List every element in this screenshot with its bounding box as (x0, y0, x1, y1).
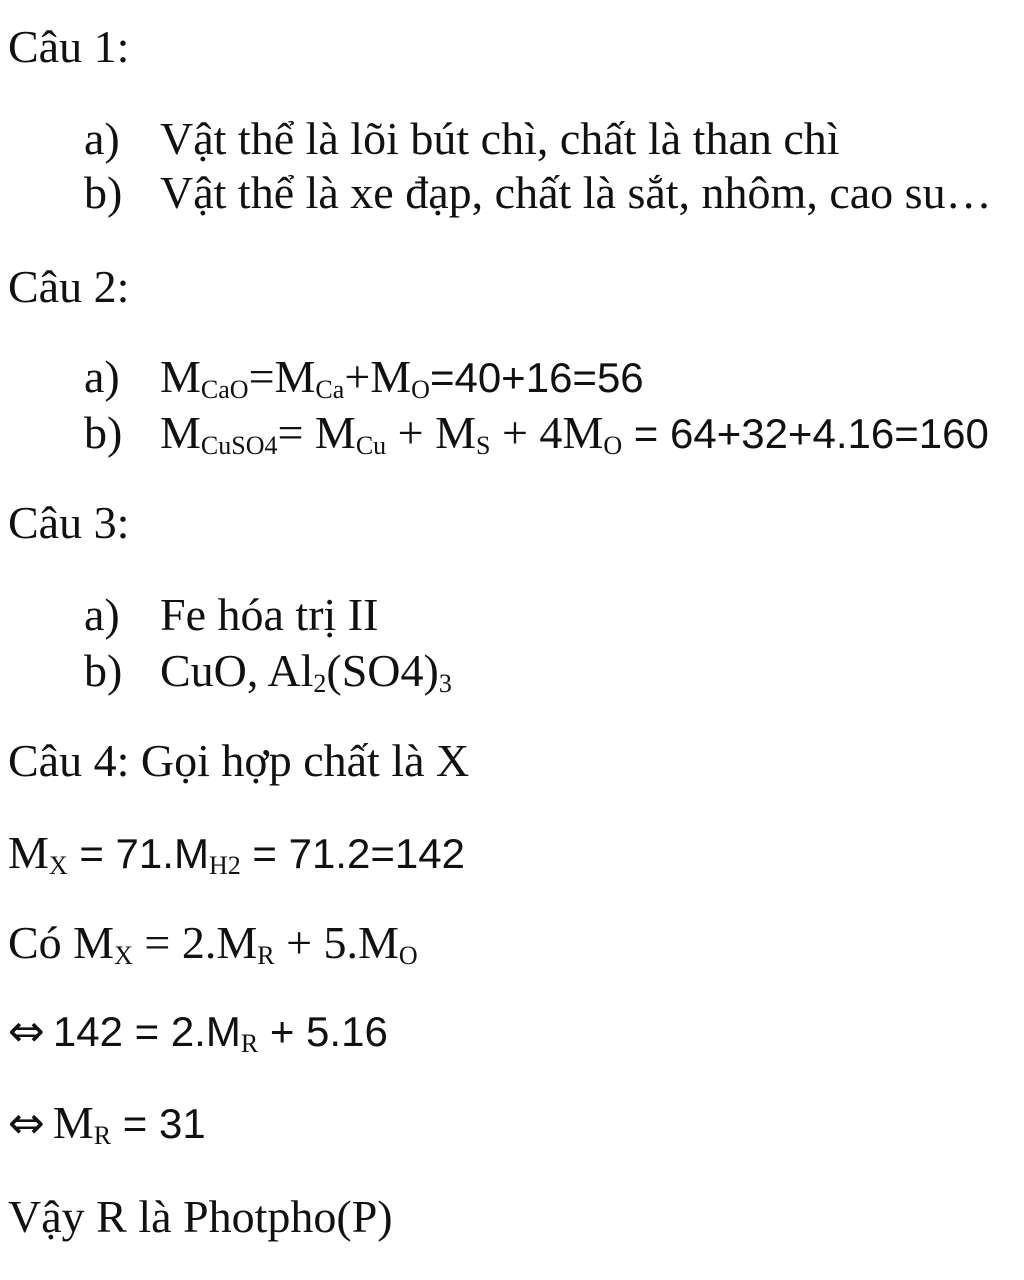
item-marker: a) (84, 589, 120, 640)
molar-mass-expression-line: Có $M_X = 2.M_R + 5.M_O$ (8, 917, 418, 970)
conclusion-text: Vậy R là Photpho(P) (8, 1191, 393, 1242)
item-text: Vật thể là lõi bút chì, chất là than chì (160, 113, 840, 164)
item-text: Vật thể là xe đạp, chất là sắt, nhôm, cao su… (160, 167, 992, 218)
compound-formulas: CuO, $Al_2(SO4)_3$ (160, 645, 452, 698)
molar-mass-cao-formula: $M_{CaO}=M_{Ca}+M_O=40+16=56$ (160, 351, 644, 404)
question-3-heading: Câu 3: (8, 497, 130, 548)
equivalence-arrow-icon: ⇔ (8, 1098, 45, 1149)
molar-mass-cuso4-formula: $M_{CuSO4}= M_{Cu} + M_S + 4M_O = 64+32+4.16=160$ (160, 407, 989, 460)
item-marker: b) (84, 645, 123, 696)
equivalence-line-1: ⇔ $142 = 2.M_R + 5.16$ (8, 1006, 388, 1058)
equivalence-line-2: ⇔ $M_R = 31$ (8, 1097, 206, 1150)
equivalence-arrow-icon: ⇔ (8, 1006, 45, 1057)
item-marker: a) (84, 113, 120, 164)
item-text: Fe hóa trị II (160, 589, 379, 640)
question-1-heading: Câu 1: (8, 21, 130, 72)
item-marker: b) (84, 167, 123, 218)
question-2-heading: Câu 2: (8, 261, 130, 312)
item-marker: a) (84, 351, 120, 402)
item-marker: b) (84, 407, 123, 458)
molar-mass-x-line: $M_X = 71.M_{H2} = 71.2=142$ (8, 827, 465, 880)
question-4-heading: Câu 4: Gọi hợp chất là X (8, 735, 470, 786)
